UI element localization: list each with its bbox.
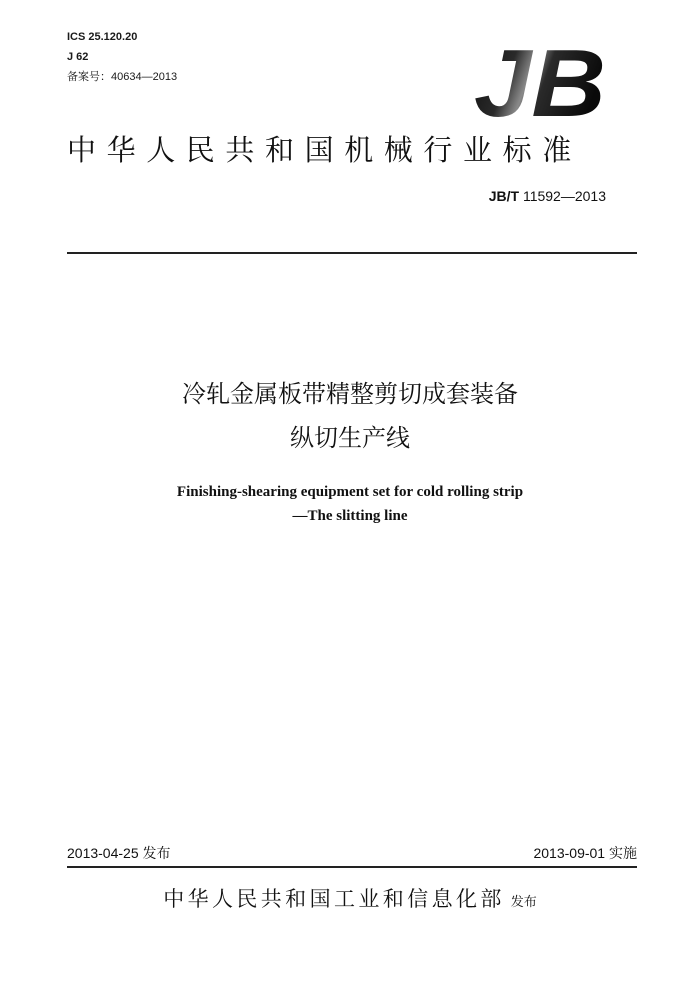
jb-logo [470,38,610,124]
jb-logo-text: JB [474,38,606,124]
title-chinese-line-1: 冷轧金属板带精整剪切成套装备 [182,380,518,408]
publisher-suffix: 发布 [510,895,537,910]
implementation-date: 2013-09-01 实施 [533,845,637,861]
title-chinese-line-2: 纵切生产线 [290,424,410,452]
standard-number-value: 11592—2013 [522,188,606,204]
title-english-line-2: —The slitting line [292,508,408,524]
issue-date: 2013-04-25 发布 [67,845,171,861]
top-divider [67,252,637,254]
publisher [60,882,640,920]
filing-number: 备案号：40634—2013 [67,71,178,83]
publisher-name: 中华人民共和国工业和信息化部 [163,887,505,911]
standard-code: JB/T [488,188,520,204]
title-english-line-1: Finishing-shearing equipment set for cold rolling strip [176,484,524,500]
organization-title: 中华人民共和国机械行业标准 [67,133,582,167]
ccs-code: J 62 [67,51,89,63]
standard-number [420,186,606,206]
classification-block [67,27,177,87]
title-chinese [60,372,640,460]
ics-code: ICS 25.120.20 [67,31,138,43]
title-english [60,480,640,528]
bottom-divider [67,866,637,868]
